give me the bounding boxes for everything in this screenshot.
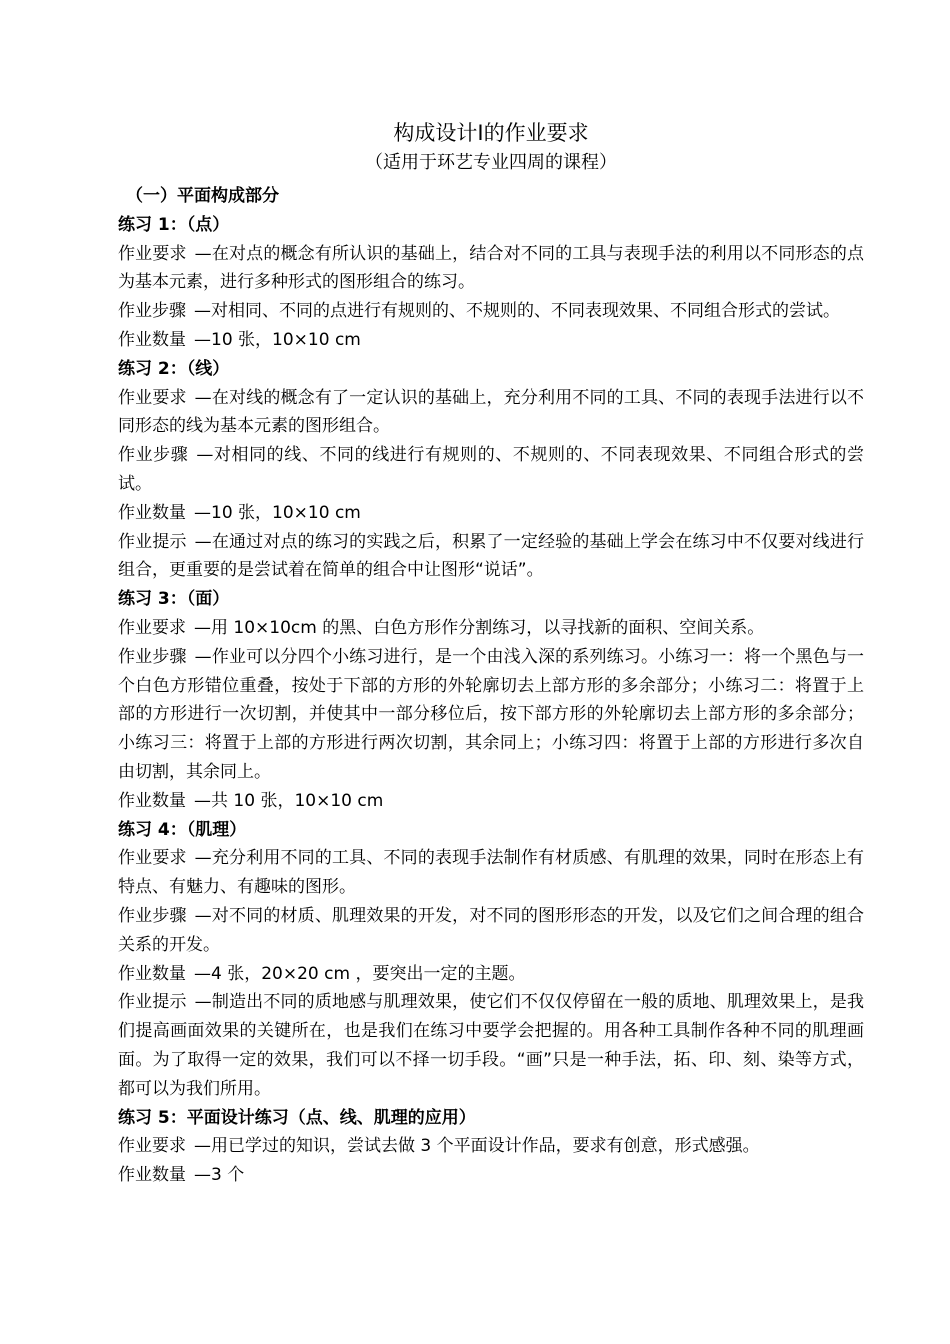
exercise-1 — [118, 211, 864, 355]
item-label: 作业数量 — [118, 502, 186, 523]
item-text: —作业可以分四个小练习进行，是一个由浅入深的系列练习。小练习一：将一个黑色与一个白色方形错位重叠，按处于下部的方形的外轮廓切去上部方形的多余部分；小练习二：将置于上部的方形进行一次切割，并使其中一部分移位后，按下部方形的外轮廓切去上部方形的多余部分；小练习三：将置于上部的方形进行两次切割，其余同上；小练习四：将置于上部的方形进行多次自由切割，其余同上。 — [118, 646, 865, 782]
quantity-paragraph — [118, 1161, 864, 1190]
steps-paragraph — [118, 902, 864, 960]
requirement-paragraph — [118, 1132, 864, 1161]
item-label: 作业数量 — [118, 963, 186, 984]
document-title: 构成设计Ⅰ的作业要求 — [393, 121, 589, 145]
quantity-paragraph — [118, 499, 864, 528]
exercise-3 — [118, 585, 864, 815]
item-label: 作业步骤 — [118, 646, 187, 667]
item-text: —4 张，20×20 cm ，要突出一定的主题。 — [194, 963, 526, 984]
item-label: 作业要求 — [118, 617, 186, 638]
item-label: 作业数量 — [118, 790, 186, 811]
exercise-2 — [118, 355, 864, 585]
item-label: 作业数量 — [118, 1165, 186, 1186]
exercise-title: 练习 3：（面） — [118, 589, 230, 610]
item-text: —在对线的概念有了一定认识的基础上，充分利用不同的工具、不同的表现手法进行以不同形态的线为基本元素的图形组合。 — [118, 387, 865, 437]
item-label: 作业要求 — [118, 848, 187, 869]
item-text: —3 个 — [194, 1165, 245, 1186]
exercise-title: 练习 1：（点） — [118, 214, 230, 235]
exercise-4 — [118, 816, 864, 1104]
item-label: 作业步骤 — [118, 445, 189, 466]
exercise-title: 练习 4：（肌理） — [118, 819, 247, 840]
item-text: —共 10 张，10×10 cm — [194, 790, 384, 811]
item-text: —10 张，10×10 cm — [194, 502, 361, 523]
item-label: 作业数量 — [118, 329, 186, 350]
item-text: —用 10×10cm 的黑、白色方形作分割练习，以寻找新的面积、空间关系。 — [194, 617, 765, 638]
item-text: —10 张，10×10 cm — [194, 329, 361, 350]
item-text: —在通过对点的练习的实践之后，积累了一定经验的基础上学会在练习中不仅要对线进行组合，更重要的是尝试着在简单的组合中让图形“说话”。 — [118, 531, 865, 581]
item-text: —充分利用不同的工具、不同的表现手法制作有材质感、有肌理的效果，同时在形态上有特点、有魅力、有趣味的图形。 — [118, 848, 865, 898]
steps-paragraph — [118, 441, 864, 499]
item-text: —制造出不同的质地感与肌理效果，使它们不仅仅停留在一般的质地、肌理效果上，是我们提高画面效果的关键所在，也是我们在练习中要学会把握的。用各种工具制作各种不同的肌理画面。为了取得一定的效果，我们可以不择一切手段。“画”只是一种手法，拓、印、刻、染等方式，都可以为我们所用。 — [118, 992, 865, 1099]
quantity-paragraph — [118, 787, 864, 816]
item-label: 作业要求 — [118, 1136, 186, 1157]
hint-paragraph — [118, 988, 864, 1103]
item-label: 作业要求 — [118, 387, 187, 408]
item-text: —对相同、不同的点进行有规则的、不规则的、不同表现效果、不同组合形式的尝试。 — [194, 301, 840, 322]
exercise-title: 练习 5：平面设计练习（点、线、肌理的应用） — [118, 1107, 476, 1128]
item-label: 作业步骤 — [118, 905, 187, 926]
item-text: —用已学过的知识，尝试去做 3 个平面设计作品，要求有创意，形式感强。 — [194, 1136, 760, 1157]
exercise-title: 练习 2：（线） — [118, 358, 230, 379]
item-label: 作业提示 — [118, 992, 187, 1013]
item-label: 作业步骤 — [118, 301, 186, 322]
document-page — [118, 118, 864, 1190]
item-text: —对不同的材质、肌理效果的开发，对不同的图形形态的开发，以及它们之间合理的组合关系的开发。 — [118, 905, 865, 955]
item-label: 作业提示 — [118, 531, 187, 552]
item-label: 作业要求 — [118, 243, 187, 264]
requirement-paragraph — [118, 240, 864, 298]
item-text: —对相同的线、不同的线进行有规则的、不规则的、不同表现效果、不同组合形式的尝试。 — [118, 445, 865, 494]
quantity-paragraph — [118, 326, 864, 355]
hint-paragraph — [118, 528, 864, 586]
section-title: （一）平面构成部分 — [126, 186, 279, 206]
quantity-paragraph — [118, 960, 864, 989]
steps-paragraph — [118, 643, 864, 787]
requirement-paragraph — [118, 384, 864, 442]
requirement-paragraph — [118, 614, 864, 643]
document-subtitle: （适用于环艺专业四周的课程） — [365, 152, 617, 173]
steps-paragraph — [118, 297, 864, 326]
item-text: —在对点的概念有所认识的基础上，结合对不同的工具与表现手法的利用以不同形态的点为基本元素，进行多种形式的图形组合的练习。 — [118, 243, 865, 293]
exercise-5 — [118, 1104, 864, 1190]
requirement-paragraph — [118, 844, 864, 902]
